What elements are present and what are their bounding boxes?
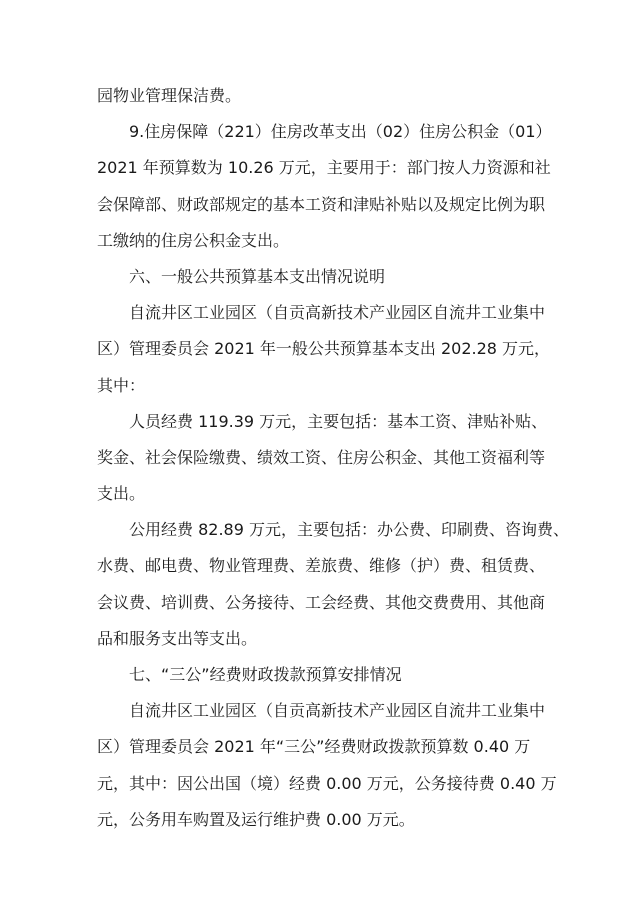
text-line: 品和服务支出等支出。 bbox=[97, 628, 258, 648]
text-line: 会议费、培训费、公务接待、工会经费、其他交费费用、其他商 bbox=[97, 592, 546, 612]
text-line: 支出。 bbox=[97, 484, 146, 504]
text-line: 区）管理委员会 2021 年一般公共预算基本支出 202.28 万元， bbox=[97, 339, 551, 359]
text-line: 元，公务用车购置及运行维护费 0.00 万元。 bbox=[97, 809, 415, 829]
text-line: 园物业管理保洁费。 bbox=[97, 86, 242, 105]
text-line: 公用经费 82.89 万元，主要包括：办公费、印刷费、咨询费、 bbox=[129, 520, 569, 540]
text-line: 区）管理委员会 2021 年“三公”经费财政拨款预算数 0.40 万 bbox=[97, 737, 531, 757]
text-line: 2021 年预算数为 10.26 万元，主要用于：部门按人力资源和社 bbox=[97, 158, 551, 178]
text-line: 其中： bbox=[97, 375, 146, 395]
text-line: 会保障部、财政部规定的基本工资和津贴补贴以及规定比例为职 bbox=[97, 194, 546, 214]
text-line: 工缴纳的住房公积金支出。 bbox=[97, 230, 290, 250]
text-line: 9.住房保障（221）住房改革支出（02）住房公积金（01） bbox=[129, 122, 552, 142]
text-line: 元，其中：因公出国（境）经费 0.00 万元，公务接待费 0.40 万 bbox=[97, 773, 557, 793]
text-line: 奖金、社会保险缴费、绩效工资、住房公积金、其他工资福利等 bbox=[97, 447, 546, 467]
text-line: 自流井区工业园区（自贡高新技术产业园区自流井工业集中 bbox=[129, 303, 546, 323]
section-heading: 六、一般公共预算基本支出情况说明 bbox=[129, 266, 386, 286]
text-line: 水费、邮电费、物业管理费、差旅费、维修（护）费、租赁费、 bbox=[97, 556, 546, 576]
text-line: 自流井区工业园区（自贡高新技术产业园区自流井工业集中 bbox=[129, 701, 546, 721]
text-line: 人员经费 119.39 万元，主要包括：基本工资、津贴补贴、 bbox=[129, 411, 548, 431]
document-body bbox=[97, 78, 569, 838]
section-heading: 七、“三公”经费财政拨款预算安排情况 bbox=[129, 665, 402, 684]
